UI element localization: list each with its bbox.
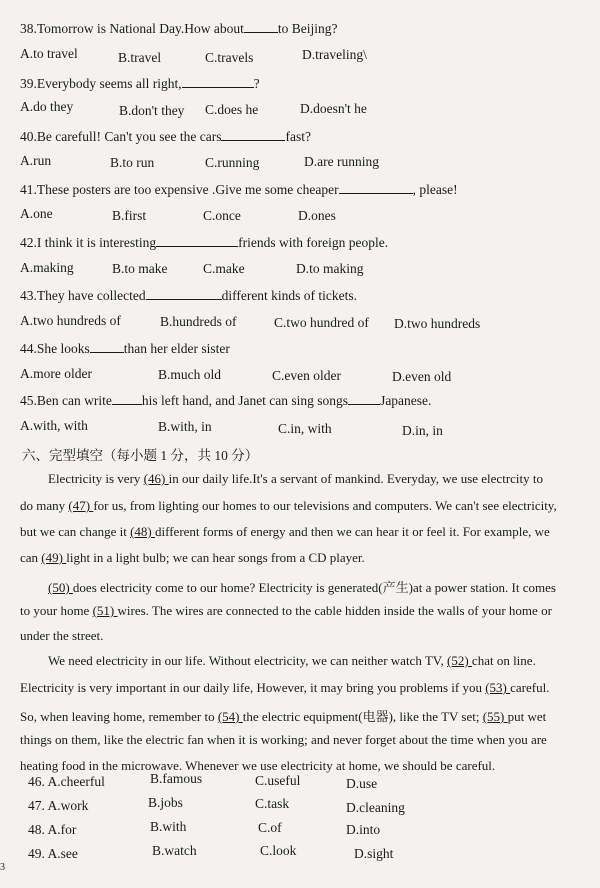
option-42-d: D.to making — [296, 261, 364, 276]
option-41-a: A.one — [20, 206, 53, 221]
option-39-d: D.doesn't he — [300, 101, 367, 116]
passage-line: do many (47) for us, from lighting our homes to our televisions and computers. We can't see electricity, — [20, 498, 557, 513]
option-39-b: B.don't they — [119, 103, 185, 118]
option-48-a: 48. A.for — [28, 822, 77, 837]
passage-line: So, when leaving home, remember to (54) the electric equipment(电器), like the TV set; (55) put wet — [20, 709, 547, 724]
option-42-a: A.making — [20, 260, 74, 275]
option-45-b: B.with, in — [158, 419, 212, 434]
page-number: 3 — [0, 862, 5, 873]
option-44-b: B.much old — [158, 367, 221, 382]
option-46-a: 46. A.cheerful — [28, 774, 105, 789]
option-44-a: A.more older — [20, 366, 92, 381]
option-43-b: B.hundreds of — [160, 314, 237, 329]
option-49-d: D.sight — [354, 846, 394, 861]
option-39-a: A.do they — [20, 99, 74, 114]
option-44-c: C.even older — [272, 368, 341, 383]
section-heading: 六、完型填空（每小题 1 分，共 10 分） — [22, 448, 259, 463]
passage-line: heating food in the microwave. Whenever we use electricity at home, we should be careful. — [20, 758, 496, 773]
question-39: 39.Everybody seems all right, ? — [20, 76, 260, 91]
option-40-a: A.run — [20, 153, 52, 168]
passage-line: can (49) light in a light bulb; we can hear songs from a CD player. — [20, 550, 365, 565]
option-45-a: A.with, with — [20, 418, 88, 433]
answer-blank — [221, 128, 285, 141]
option-41-d: D.ones — [298, 208, 336, 223]
option-48-d: D.into — [346, 822, 381, 837]
answer-blank — [156, 234, 238, 247]
answer-blank — [244, 20, 278, 33]
option-47-a: 47. A.work — [28, 798, 89, 813]
answer-blank — [339, 181, 413, 194]
passage-line: under the street. — [20, 628, 104, 643]
option-47-d: D.cleaning — [346, 800, 405, 815]
question-42: 42.I think it is interesting friends with foreign people. — [20, 235, 389, 250]
option-49-b: B.watch — [152, 843, 197, 858]
question-41: 41.These posters are too expensive .Give me some cheaper , please! — [20, 182, 458, 197]
question-38: 38.Tomorrow is National Day.How about to Beijing? — [20, 21, 338, 36]
option-48-b: B.with — [150, 819, 187, 834]
option-42-c: C.make — [203, 261, 245, 276]
option-48-c: C.of — [258, 820, 282, 835]
question-40: 40.Be carefull! Can't you see the cars fast? — [20, 129, 311, 144]
option-38-b: B.travel — [118, 50, 162, 65]
option-45-c: C.in, with — [278, 421, 332, 436]
option-49-c: C.look — [260, 843, 297, 858]
option-40-d: D.are running — [304, 154, 379, 169]
option-43-d: D.two hundreds — [394, 316, 481, 331]
passage-line: things on them, like the electric fan when it is working; and never forget about the time when you are — [20, 732, 547, 747]
passage-line: We need electricity in our life. Without electricity, we can neither watch TV, (52) chat on line. — [48, 653, 536, 668]
option-40-c: C.running — [205, 155, 260, 170]
option-46-d: D.use — [346, 776, 378, 791]
option-38-a: A.to travel — [20, 46, 78, 61]
option-45-d: D.in, in — [402, 423, 443, 438]
answer-blank — [112, 392, 142, 405]
passage-line: Electricity is very important in our daily life, However, it may bring you problems if you (53) careful. — [20, 680, 550, 695]
option-46-b: B.famous — [150, 771, 203, 786]
option-44-d: D.even old — [392, 369, 452, 384]
option-42-b: B.to make — [112, 261, 168, 276]
option-43-c: C.two hundred of — [274, 315, 369, 330]
answer-blank — [348, 392, 380, 405]
passage-line: (50) does electricity come to our home? Electricity is generated(产生)at a power station. It comes — [48, 580, 556, 595]
option-47-c: C.task — [255, 796, 290, 811]
option-47-b: B.jobs — [148, 795, 183, 810]
passage-line: but we can change it (48) different forms of energy and then we can hear it or feel it. For example, we — [20, 524, 550, 539]
question-44: 44.She looks than her elder sister — [20, 341, 230, 356]
option-38-d: D.traveling\ — [302, 47, 367, 62]
answer-blank — [90, 340, 124, 353]
option-43-a: A.two hundreds of — [20, 313, 121, 328]
answer-blank — [182, 75, 254, 88]
option-38-c: C.travels — [205, 50, 254, 65]
option-39-c: C.does he — [205, 102, 259, 117]
question-43: 43.They have collected different kinds of tickets. — [20, 288, 358, 303]
question-45: 45.Ben can write his left hand, and Janet can sing songs Japanese. — [20, 393, 432, 408]
option-46-c: C.useful — [255, 773, 301, 788]
passage-line: Electricity is very (46) in our daily life.It's a servant of mankind. Everyday, we use electrcity to — [48, 471, 543, 486]
option-49-a: 49. A.see — [28, 846, 78, 861]
option-40-b: B.to run — [110, 155, 155, 170]
option-41-b: B.first — [112, 208, 147, 223]
option-41-c: C.once — [203, 208, 241, 223]
passage-line: to your home (51) wires. The wires are connected to the cable hidden inside the walls of your home or — [20, 603, 552, 618]
answer-blank — [146, 287, 222, 300]
